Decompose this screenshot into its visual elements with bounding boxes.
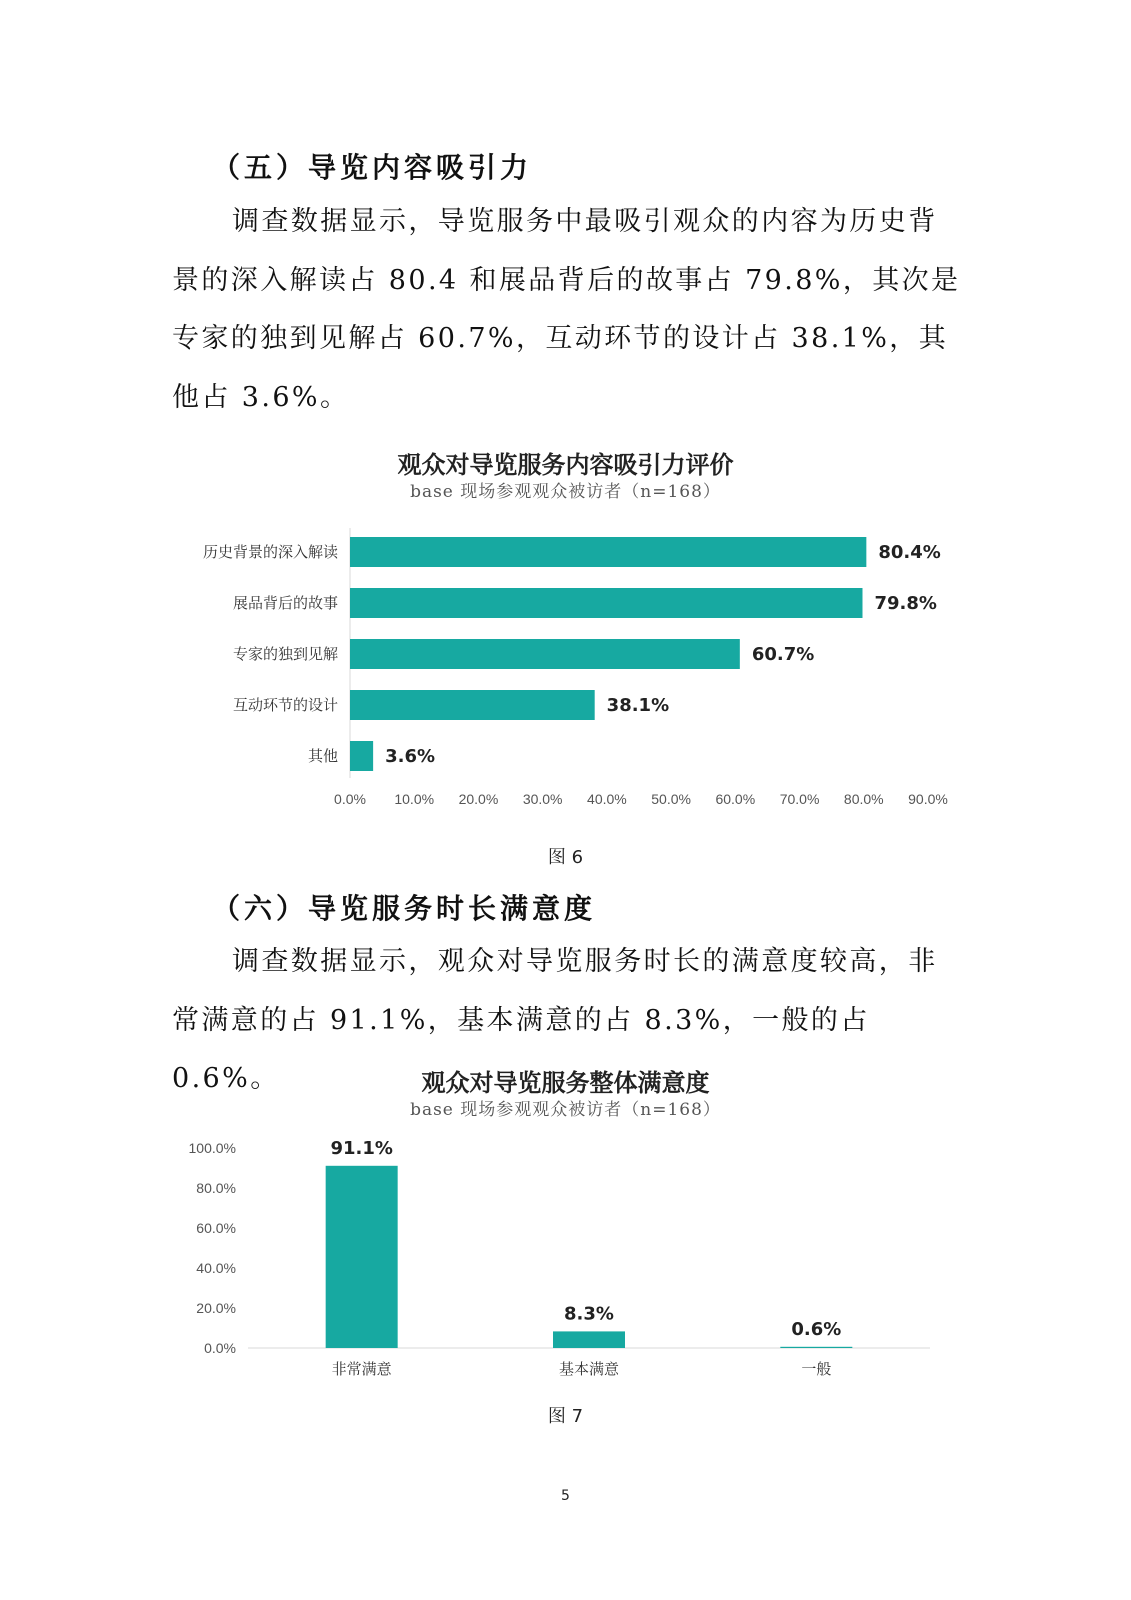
section-paragraph-6: 调查数据显示，观众对导览服务时长的满意度较高，非常满意的占 91.1%，基本满意的占 8.3%，一般的占 0.6%。 xyxy=(172,946,938,1094)
figure-6-caption: 图 6 xyxy=(547,847,584,868)
tick-label: 10.0% xyxy=(394,791,435,807)
data-label: 60.7% xyxy=(751,644,815,665)
section-heading-6: （六）导览服务时长满意度 xyxy=(212,892,597,925)
data-label: 80.4% xyxy=(878,542,941,563)
tick-label: 0.0% xyxy=(334,791,366,807)
chart-6-plot xyxy=(0,520,1131,820)
bar xyxy=(350,690,595,720)
section-heading-5: （五）导览内容吸引力 xyxy=(212,151,533,184)
section-paragraph-5: 调查数据显示，导览服务中最吸引观众的内容为历史背景的深入解读占 80.4 和展品背后的故事占 79.8%，其次是专家的独到见解占 60.7%，互动环节的设计占 38.1%，其他占 3.6%。 xyxy=(172,206,961,413)
tick-label: 40.0% xyxy=(196,1260,236,1276)
data-label: 38.1% xyxy=(606,695,670,716)
data-label: 79.8% xyxy=(874,593,937,614)
category-label: 历史背景的深入解读 xyxy=(202,543,338,561)
category-label: 展品背后的故事 xyxy=(232,594,338,612)
category-label: 非常满意 xyxy=(331,1360,392,1378)
bar xyxy=(350,588,862,618)
tick-label: 0.0% xyxy=(204,1340,236,1356)
tick-label: 80.0% xyxy=(843,791,884,807)
tick-label: 100.0% xyxy=(188,1140,236,1156)
category-label: 其他 xyxy=(307,747,338,765)
tick-label: 60.0% xyxy=(196,1220,236,1236)
chart-6-subtitle: base 现场参观观众被访者（n=168） xyxy=(410,482,721,502)
chart-7-title: 观众对导览服务整体满意度 xyxy=(421,1069,710,1097)
category-label: 互动环节的设计 xyxy=(232,696,338,714)
bar xyxy=(350,639,740,669)
tick-label: 70.0% xyxy=(779,791,820,807)
bar xyxy=(780,1347,852,1348)
tick-label: 90.0% xyxy=(908,791,948,807)
tick-label: 30.0% xyxy=(522,791,563,807)
bar xyxy=(326,1166,398,1348)
data-label: 91.1% xyxy=(330,1137,393,1159)
data-label: 3.6% xyxy=(385,746,436,767)
tick-label: 20.0% xyxy=(458,791,499,807)
chart-6-title: 观众对导览服务内容吸引力评价 xyxy=(397,451,734,479)
data-label: 0.6% xyxy=(791,1318,842,1340)
chart-7-plot xyxy=(0,1130,1131,1400)
category-label: 一般 xyxy=(801,1360,832,1378)
category-label: 专家的独到见解 xyxy=(232,645,338,663)
tick-label: 50.0% xyxy=(651,791,691,807)
chart-7-subtitle: base 现场参观观众被访者（n=168） xyxy=(410,1100,721,1120)
category-label: 基本满意 xyxy=(558,1360,620,1378)
tick-label: 20.0% xyxy=(196,1300,236,1316)
bar xyxy=(350,741,373,771)
tick-label: 80.0% xyxy=(196,1180,236,1196)
figure-7-caption: 图 7 xyxy=(547,1406,584,1427)
bar xyxy=(350,537,866,567)
page-number: 5 xyxy=(561,1488,570,1504)
bar xyxy=(553,1331,625,1348)
data-label: 8.3% xyxy=(564,1303,614,1325)
tick-label: 60.0% xyxy=(715,791,756,807)
tick-label: 40.0% xyxy=(587,791,627,807)
